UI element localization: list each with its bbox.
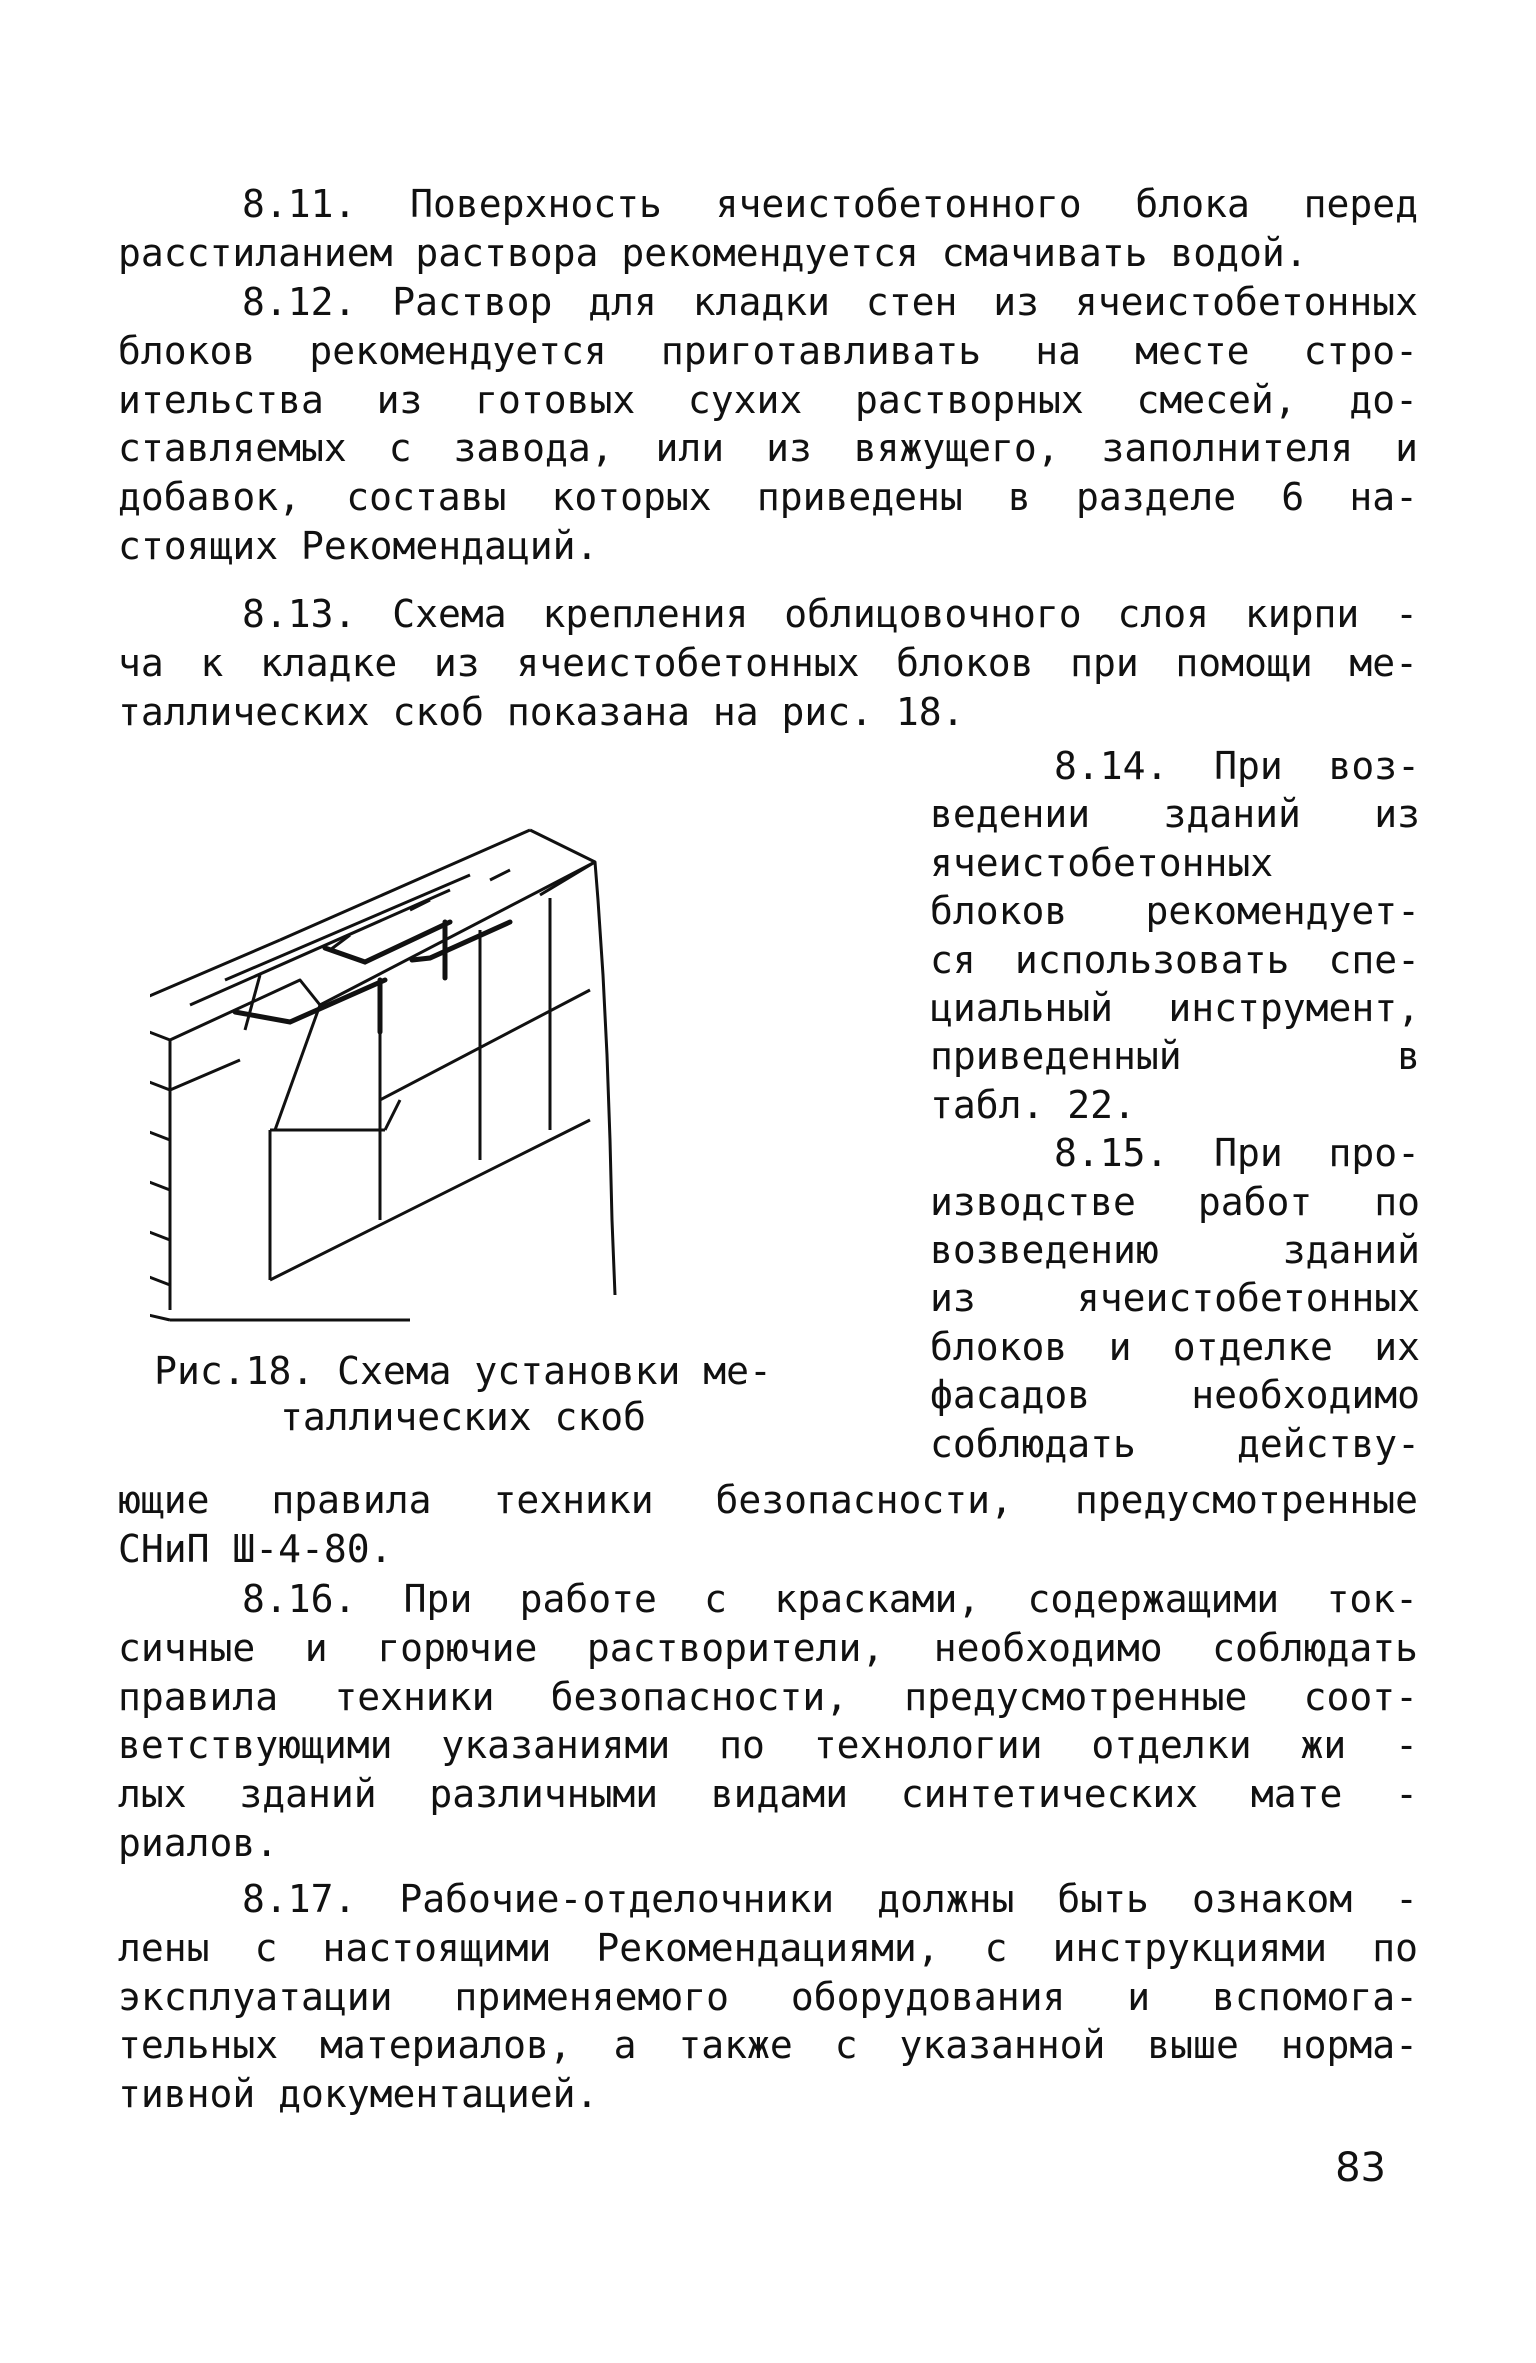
text-line: лых зданий различными видами синтетических мате - [118, 1772, 1418, 1817]
text-line: блоков рекомендуется приготавливать на месте стро- [118, 328, 1418, 373]
page-number: 83 [1335, 2145, 1386, 2191]
text-line: стоящих Рекомендаций. [118, 523, 599, 568]
paragraph-8-11 [118, 180, 1418, 278]
text-line: ячеистобетонных [930, 840, 1274, 885]
text-line: лены с настоящими Рекомендациями, с инструкциями по [118, 1925, 1418, 1970]
text-line: 8.17. Рабочие-отделочники должны быть ознаком - [242, 1877, 1418, 1921]
text-line: табл. 22. [930, 1082, 1136, 1127]
text-line: 8.11. Поверхность ячеистобетонного блока перед [242, 182, 1418, 226]
paragraph-8-17 [118, 1875, 1418, 2119]
text-line: ставляемых с завода, или из вяжущего, заполнителя и [118, 426, 1418, 471]
text-line: СНиП Ш-4-80. [118, 1526, 393, 1571]
text-line: приведенный в [930, 1034, 1420, 1079]
text-line: ча к кладке из ячеистобетонных блоков при помощи ме- [118, 640, 1418, 685]
text-line: тельных материалов, а также с указанной выше норма- [118, 2023, 1418, 2068]
text-line: ся использовать спе- [930, 937, 1420, 982]
text-line: блоков рекомендует- [930, 889, 1420, 934]
paragraph-8-15-continuation [118, 1476, 1418, 1574]
text-line: 8.12. Раствор для кладки стен из ячеистобетонных [242, 280, 1418, 324]
text-line: таллических скоб показана на рис. 18. [118, 689, 965, 734]
text-line: возведению зданий [930, 1228, 1420, 1273]
text-line: циальный инструмент, [930, 986, 1420, 1031]
text-line: правила техники безопасности, предусмотренные соот- [118, 1674, 1418, 1719]
text-line: расстиланием раствора рекомендуется смачивать водой. [118, 230, 1308, 275]
caption-line: Рис.18. Схема установки ме- [154, 1349, 772, 1393]
paragraph-8-12 [118, 278, 1418, 571]
text-line: 8.16. При работе с красками, содержащими ток- [242, 1577, 1418, 1621]
text-line: фасадов необходимо [930, 1373, 1420, 1418]
text-line: из ячеистобетонных [930, 1276, 1420, 1321]
text-line: 8.14. При воз- [1054, 744, 1420, 788]
text-line: эксплуатации применяемого оборудования и вспомога- [118, 1974, 1418, 2019]
caption-line: таллических скоб [279, 1395, 647, 1439]
text-line: тивной документацией. [118, 2072, 599, 2117]
text-line: изводстве работ по [930, 1179, 1420, 1224]
text-line: соблюдать действу- [930, 1421, 1420, 1466]
text-line: риалов. [118, 1820, 279, 1865]
text-line: ющие правила техники безопасности, предусмотренные [118, 1478, 1418, 1522]
text-line: ительства из готовых сухих растворных смесей, до- [118, 377, 1418, 422]
paragraph-8-16 [118, 1575, 1418, 1868]
text-line: ветствующими указаниями по технологии отделки жи - [118, 1723, 1418, 1768]
side-column-text [930, 742, 1420, 1468]
text-line: добавок, составы которых приведены в разделе 6 на- [118, 475, 1418, 520]
figure-18-brackets-diagram [150, 800, 870, 1330]
text-line: ведении зданий из [930, 792, 1420, 837]
text-line: 8.13. Схема крепления облицовочного слоя кирпи - [242, 592, 1418, 636]
text-line: 8.15. При про- [1054, 1131, 1420, 1176]
figure-caption [118, 1348, 808, 1440]
text-line: блоков и отделке их [930, 1324, 1420, 1369]
text-line: сичные и горючие растворители, необходимо соблюдать [118, 1625, 1418, 1670]
paragraph-8-13 [118, 590, 1418, 736]
